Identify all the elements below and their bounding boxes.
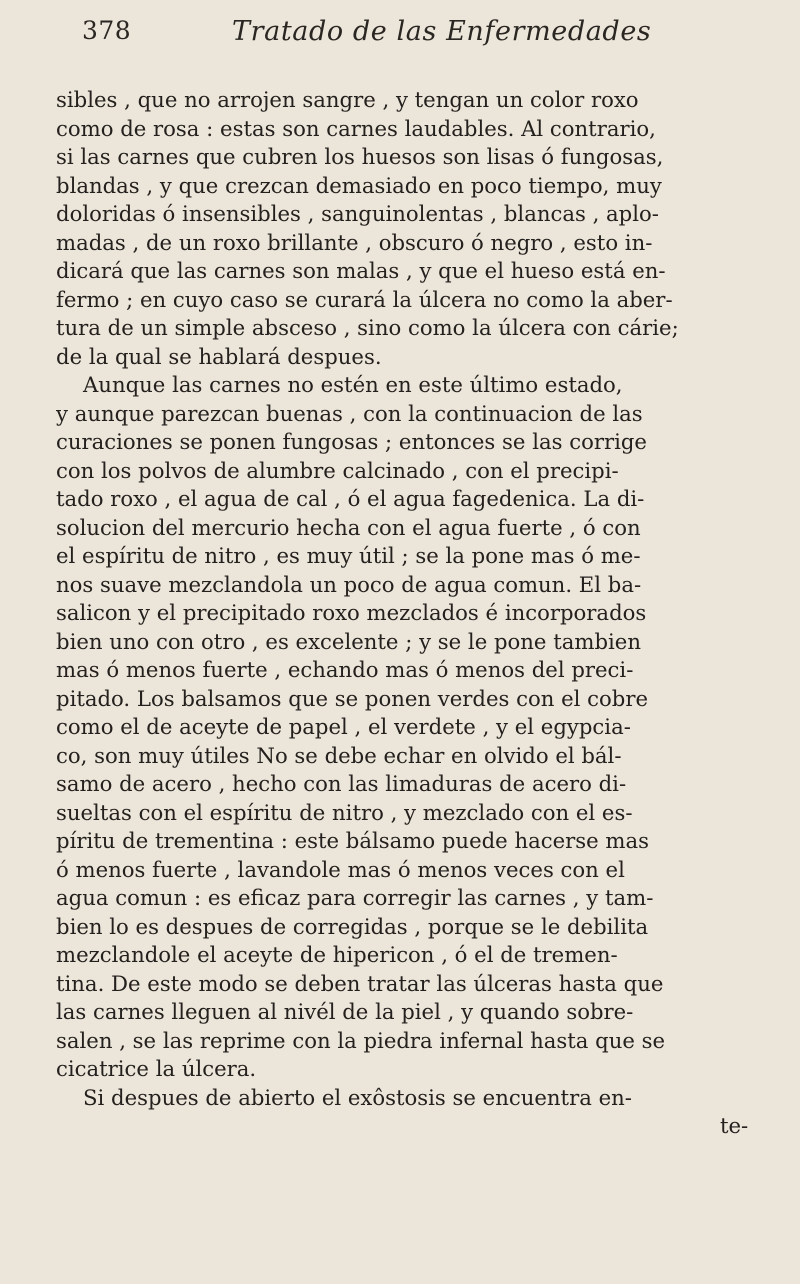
text-line: sueltas con el espíritu de nitro , y mezclado con el es-: [56, 799, 633, 825]
text-line: dicará que las carnes son malas , y que el hueso está en-: [56, 258, 666, 283]
text-line: fermo ; en cuyo caso se curará la úlcera no como la aber-: [56, 286, 673, 312]
paragraph-start-line: Aunque las carnes no estén en este último estado,: [83, 372, 623, 397]
text-line: co, son muy útiles No se debe echar en olvido el bál-: [56, 742, 622, 768]
text-line: como de rosa : estas son carnes laudables. Al contrario,: [56, 115, 656, 141]
text-line: y aunque parezcan buenas , con la continuacion de las: [56, 400, 643, 426]
catchword: te-: [720, 1113, 749, 1138]
text-line: ó menos fuerte , lavandole mas ó menos veces con el: [56, 856, 625, 882]
body-text: [56, 86, 768, 1141]
text-line: pitado. Los balsamos que se ponen verdes con el cobre: [56, 685, 649, 711]
paragraph-start-line: Si despues de abierto el exôstosis se encuentra en-: [83, 1084, 632, 1110]
text-line: nos suave mezclandola un poco de agua comun. El ba-: [56, 571, 642, 597]
text-line: doloridas ó insensibles , sanguinolentas , blancas , aplo-: [56, 201, 659, 226]
text-line: píritu de trementina : este bálsamo puede hacerse mas: [56, 828, 650, 853]
text-line: blandas , y que crezcan demasiado en poco tiempo, muy: [56, 172, 662, 198]
text-line: bien lo es despues de corregidas , porque se le debilita: [56, 913, 649, 939]
page-header: [82, 16, 722, 56]
text-line: como el de aceyte de papel , el verdete , y el egypcia-: [56, 714, 631, 739]
text-line: si las carnes que cubren los huesos son lisas ó fungosas,: [56, 144, 664, 169]
text-line: salen , se las reprime con la piedra infernal hasta que se: [56, 1027, 666, 1053]
text-line: el espíritu de nitro , es muy útil ; se la pone mas ó me-: [56, 543, 641, 568]
page-number: 378: [82, 16, 132, 45]
text-line: bien uno con otro , es excelente ; y se le pone tambien: [56, 628, 641, 654]
text-line: solucion del mercurio hecha con el agua fuerte , ó con: [56, 514, 641, 540]
text-line: salicon y el precipitado roxo mezclados é incorporados: [56, 600, 647, 625]
text-line: mezclandole el aceyte de hipericon , ó el de tremen-: [56, 942, 618, 967]
text-line: mas ó menos fuerte , echando mas ó menos del preci-: [56, 657, 634, 682]
text-line: tina. De este modo se deben tratar las úlceras hasta que: [56, 970, 664, 996]
text-line: de la qual se hablará despues.: [56, 343, 382, 369]
text-line: agua comun : es eficaz para corregir las carnes , y tam-: [56, 885, 654, 910]
text-line: sibles , que no arrojen sangre , y tengan un color roxo: [56, 87, 639, 112]
text-line: madas , de un roxo brillante , obscuro ó negro , esto in-: [56, 229, 653, 255]
text-line: las carnes lleguen al nivél de la piel , y quando sobre-: [56, 999, 634, 1024]
text-line: cicatrice la úlcera.: [56, 1056, 257, 1081]
text-line: tado roxo , el agua de cal , ó el agua fagedenica. La di-: [56, 486, 645, 511]
text-line: samo de acero , hecho con las limaduras de acero di-: [56, 771, 627, 796]
text-line: curaciones se ponen fungosas ; entonces se las corrige: [56, 429, 647, 454]
text-line: con los polvos de alumbre calcinado , con el precipi-: [56, 457, 619, 483]
text-line: tura de un simple absceso , sino como la úlcera con cárie;: [56, 315, 679, 340]
running-head: Tratado de las Enfermedades: [232, 16, 652, 47]
